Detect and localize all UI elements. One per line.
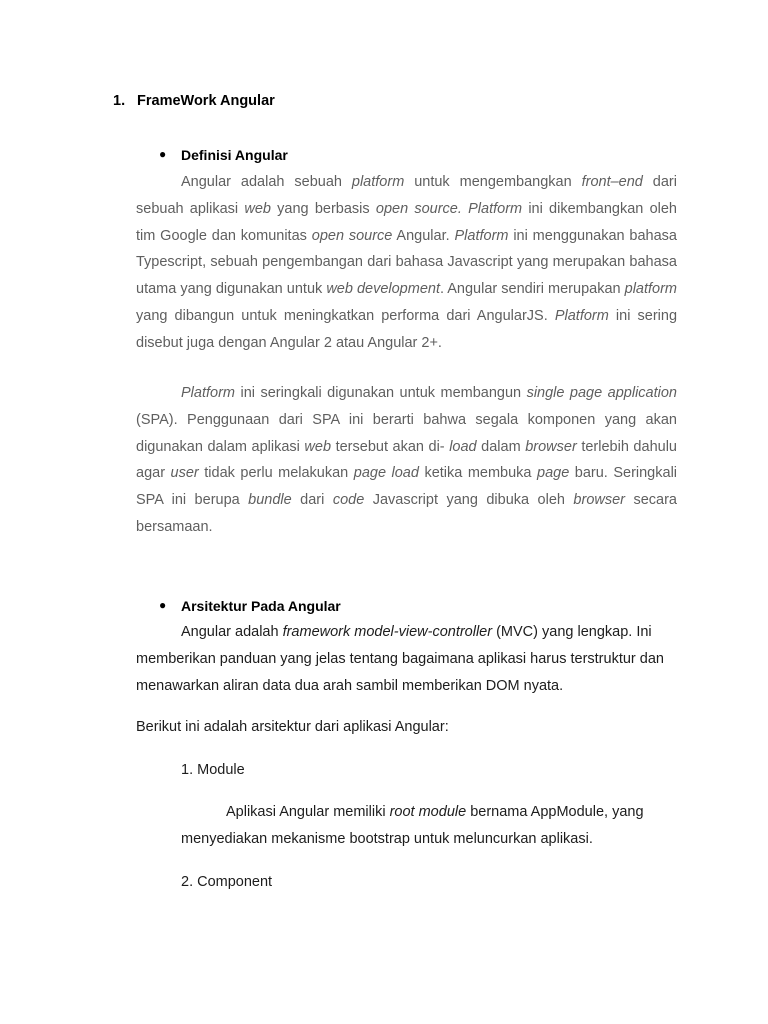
italic-term: page bbox=[537, 465, 570, 482]
text-run: ini dikembangkan oleh tim Google dan komunitas bbox=[136, 200, 677, 244]
italic-term: web development bbox=[326, 281, 440, 298]
section-title-definisi: Definisi Angular bbox=[181, 147, 288, 163]
italic-term: framework model-view-controller bbox=[282, 624, 493, 640]
italic-term: user bbox=[170, 465, 199, 482]
italic-term: web bbox=[244, 200, 271, 217]
list-item-module: 1. Module bbox=[181, 762, 245, 778]
text-run: untuk mengembangkan bbox=[404, 174, 582, 190]
text-run: dari sebuah aplikasi bbox=[136, 174, 677, 217]
text-run: (SPA). Penggunaan dari SPA ini berarti bahwa segala komponen yang akan digunakan dalam aplikasi bbox=[136, 411, 677, 455]
text-run: Angular. bbox=[392, 227, 455, 244]
arsitektur-intro: Berikut ini adalah arsitektur dari aplikasi Angular: bbox=[136, 719, 449, 735]
bullet-definisi bbox=[159, 147, 288, 163]
text-run: (MVC) yang lengkap. Ini memberikan panduan yang jelas tentang bagaimana aplikasi harus terstruktur dan menawarkan aliran data dua arah sambil memberikan DOM nyata. bbox=[136, 624, 664, 694]
text-run: Angular adalah sebuah bbox=[181, 174, 352, 190]
text-run: ketika membuka bbox=[418, 465, 538, 482]
italic-term: web bbox=[304, 438, 332, 455]
text-run: yang berbasis bbox=[270, 200, 376, 217]
list-item-component: 2. Component bbox=[181, 874, 273, 890]
italic-term: open source bbox=[311, 227, 393, 244]
italic-term: page load bbox=[353, 465, 419, 482]
text-run: ini sering disebut juga dengan Angular 2 atau Angular 2+. bbox=[136, 307, 678, 351]
bullet-arsitektur bbox=[159, 598, 341, 614]
italic-term: Platform bbox=[181, 385, 235, 401]
italic-term: code bbox=[332, 492, 365, 509]
italic-term: bundle bbox=[248, 492, 292, 509]
text-run: terlebih dahulu agar bbox=[136, 438, 677, 482]
italic-term: browser bbox=[573, 492, 625, 509]
italic-term: Platform bbox=[554, 307, 609, 324]
text-run: Angular adalah bbox=[181, 624, 283, 640]
paragraph-definisi-2 bbox=[136, 380, 677, 541]
paragraph-definisi-1 bbox=[136, 169, 677, 357]
text-run: ini seringkali digunakan untuk membangun bbox=[235, 385, 527, 401]
text-run: yang dibangun untuk meningkatkan performa dari AngularJS. bbox=[136, 307, 555, 324]
text-run: tidak perlu melakukan bbox=[198, 465, 354, 482]
text-run: bernama AppModule, yang menyediakan mekanisme bootstrap untuk meluncurkan aplikasi. bbox=[181, 804, 644, 847]
text-run: Aplikasi Angular memiliki bbox=[226, 804, 390, 820]
text-run: dalam bbox=[476, 438, 526, 455]
italic-term: front–end bbox=[581, 174, 643, 190]
section-title-arsitektur: Arsitektur Pada Angular bbox=[181, 598, 341, 614]
text-run: dari bbox=[291, 492, 333, 509]
text-run: tersebut akan di- bbox=[331, 438, 450, 455]
module-description bbox=[181, 799, 681, 853]
text-run: baru. Seringkali SPA ini berupa bbox=[136, 465, 678, 509]
italic-term: browser bbox=[525, 438, 577, 455]
text-run: Javascript yang dibuka oleh bbox=[364, 492, 574, 509]
paragraph-arsitektur bbox=[136, 619, 677, 699]
italic-term: load bbox=[449, 438, 477, 455]
bullet-icon: ● bbox=[159, 147, 167, 161]
italic-term: root module bbox=[389, 804, 467, 820]
module-description-text bbox=[181, 799, 681, 853]
text-run: ini menggunakan bahasa Typescript, sebuah pengembangan dari bahasa Javascript yang merupakan bahasa utama yang digunakan untuk bbox=[136, 227, 678, 298]
italic-term: open source. Platform bbox=[375, 200, 523, 217]
text-run: . Angular sendiri merupakan bbox=[439, 281, 625, 298]
italic-term: platform bbox=[351, 174, 405, 190]
italic-term: single page application bbox=[526, 385, 677, 401]
heading-number: 1. bbox=[113, 93, 126, 109]
text-run: secara bersamaan. bbox=[136, 492, 677, 535]
italic-term: platform bbox=[624, 281, 678, 298]
heading-title: FrameWork Angular bbox=[137, 93, 275, 109]
italic-term: Platform bbox=[454, 227, 509, 244]
heading bbox=[113, 93, 275, 109]
bullet-icon: ● bbox=[159, 598, 167, 612]
